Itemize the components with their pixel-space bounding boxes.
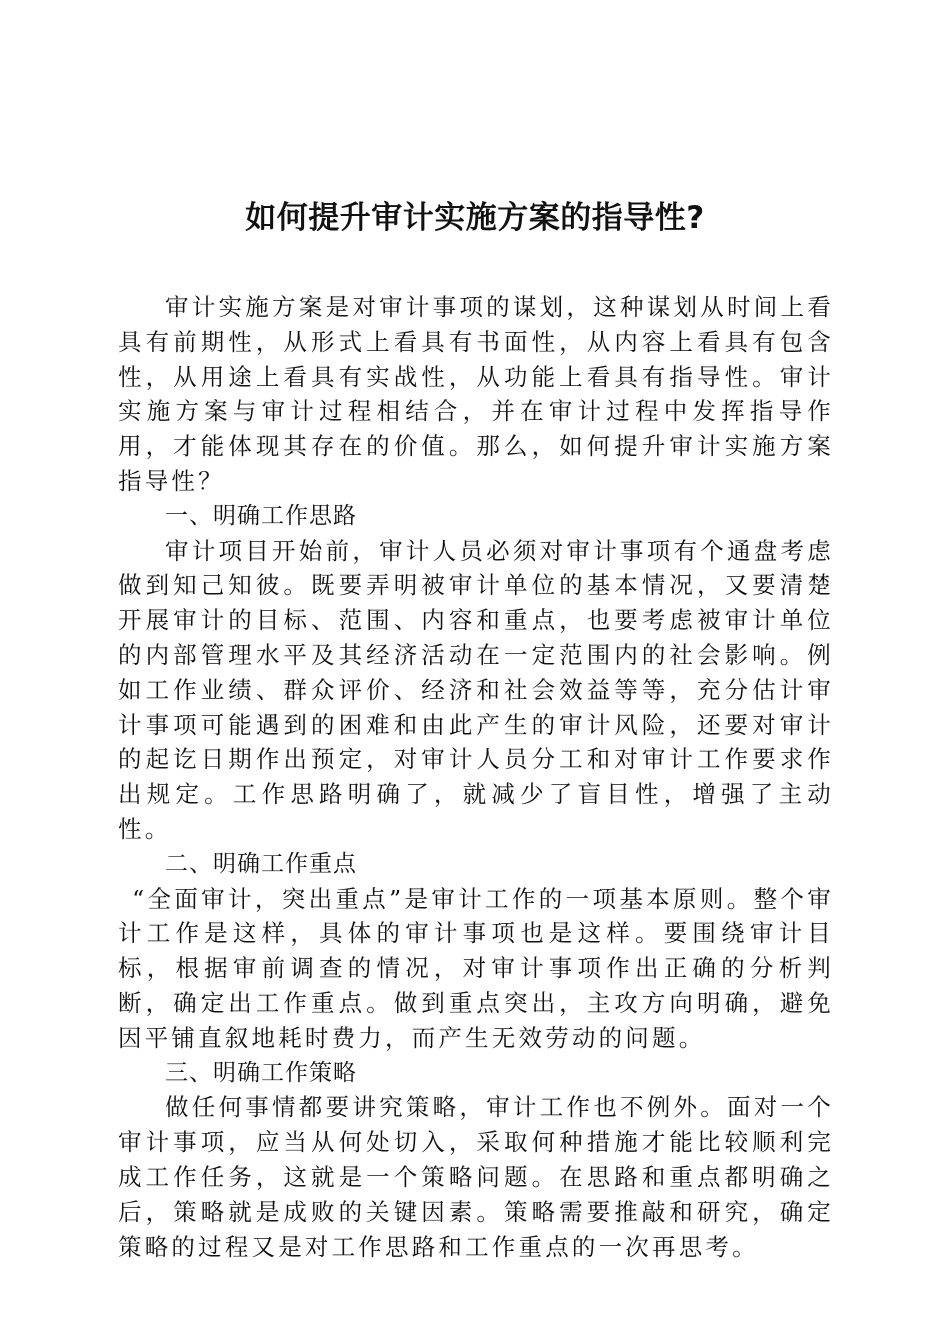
document-body (118, 290, 834, 1264)
section-heading-work-focus: 二、明确工作重点 (165, 850, 357, 877)
section-heading-work-thinking: 一、明确工作思路 (165, 502, 357, 529)
section-paragraph-work-strategy: 做任何事情都要讲究策略，审计工作也不例外。面对一个审计事项，应当从何处切入，采取何种措施才能比较顺利完成工作任务，这就是一个策略问题。在思路和重点都明确之后，策略就是成败的关键因素。策略需要推敲和研究，确定策略的过程又是对工作思路和工作重点的一次再思考。 (118, 1093, 834, 1261)
section-paragraph-work-thinking: 审计项目开始前，审计人员必须对审计事项有个通盘考虑做到知己知彼。既要弄明被审计单位的基本情况，又要清楚开展审计的目标、范围、内容和重点，也要考虑被审计单位的内部管理水平及其经济活动在一定范围内的社会影响。例如工作业绩、群众评价、经济和社会效益等等，充分估计审计事项可能遇到的困难和由此产生的审计风险，还要对审计的起讫日期作出预定，对审计人员分工和对审计工作要求作出规定。工作思路明确了，就减少了盲目性，增强了主动性。 (118, 536, 834, 843)
section-heading-work-strategy: 三、明确工作策略 (165, 1059, 357, 1086)
document-title: 如何提升审计实施方案的指导性? (245, 200, 705, 236)
intro-paragraph: 审计实施方案是对审计事项的谋划，这种谋划从时间上看具有前期性，从形式上看具有书面性，从内容上看具有包含性，从用途上看具有实战性，从功能上看具有指导性。审计实施方案与审计过程相结合，并在审计过程中发挥指导作用，才能体现其存在的价值。那么，如何提升审计实施方案指导性？ (118, 293, 834, 495)
section-paragraph-work-focus: “全面审计，突出重点”是审计工作的一项基本原则。整个审计工作是这样，具体的审计事项也是这样。要围绕审计目标，根据审前调查的情况，对审计事项作出正确的分析判断，确定出工作重点。做到重点突出，主攻方向明确，避免因平铺直叙地耗时费力，而产生无效劳动的问题。 (118, 884, 834, 1052)
